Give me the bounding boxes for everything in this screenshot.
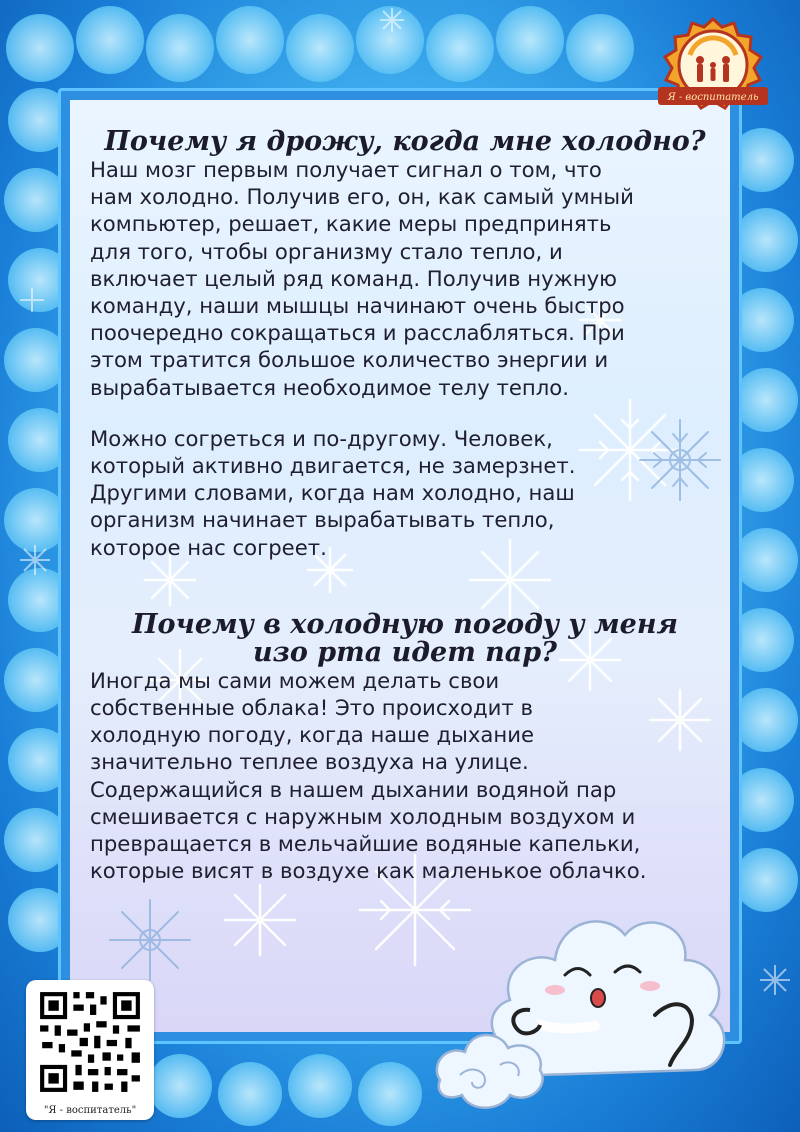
heading-steam-line1: Почему в холодную погоду у меня bbox=[132, 608, 678, 640]
paragraph-steam: Иногда мы сами можем делать свои собственные облака! Это происходит в холодную погоду, когда наше дыхание значительно теплее воздуха на улице. Содержащийся в нашем дыхании водяной пар смешивается с наружным холодным воздухом и превращается в мельчайшие водяные капельки, которые висят в воздухе как маленькое облачко. bbox=[90, 667, 647, 884]
qr-code-icon bbox=[38, 990, 142, 1094]
cloud-character-illustration bbox=[430, 880, 770, 1120]
teacher-logo bbox=[650, 15, 776, 125]
heading-shiver: Почему я дрожу, когда мне холодно? bbox=[104, 126, 706, 157]
paragraph-shiver-2: Можно согреться и по-другому. Человек, который активно двигается, не замерзнет. Другими словами, когда нам холодно, наш организм начинает вырабатывать тепло, которое нас согреет. bbox=[90, 425, 576, 560]
heading-steam-line2: изо рта идет пар? bbox=[253, 636, 557, 668]
qr-caption: "Я - воспитатель" bbox=[43, 1105, 137, 1116]
paragraph-shiver-1: Наш мозг первым получает сигнал о том, что нам холодно. Получив его, он, как самый умный компьютер, решает, какие меры предпринять для того, чтобы организму стало тепло, и включает целый ряд команд. Получив нужную команду, наши мышцы начинают очень быстро поочередно сокращаться и расслабляться. При этом тратится большое количество энергии и вырабатывается необходимое телу тепло. bbox=[90, 157, 634, 400]
logo-ribbon-text: Я - воспитатель bbox=[667, 92, 759, 103]
article-content bbox=[90, 128, 720, 884]
qr-code-card[interactable] bbox=[26, 980, 154, 1120]
